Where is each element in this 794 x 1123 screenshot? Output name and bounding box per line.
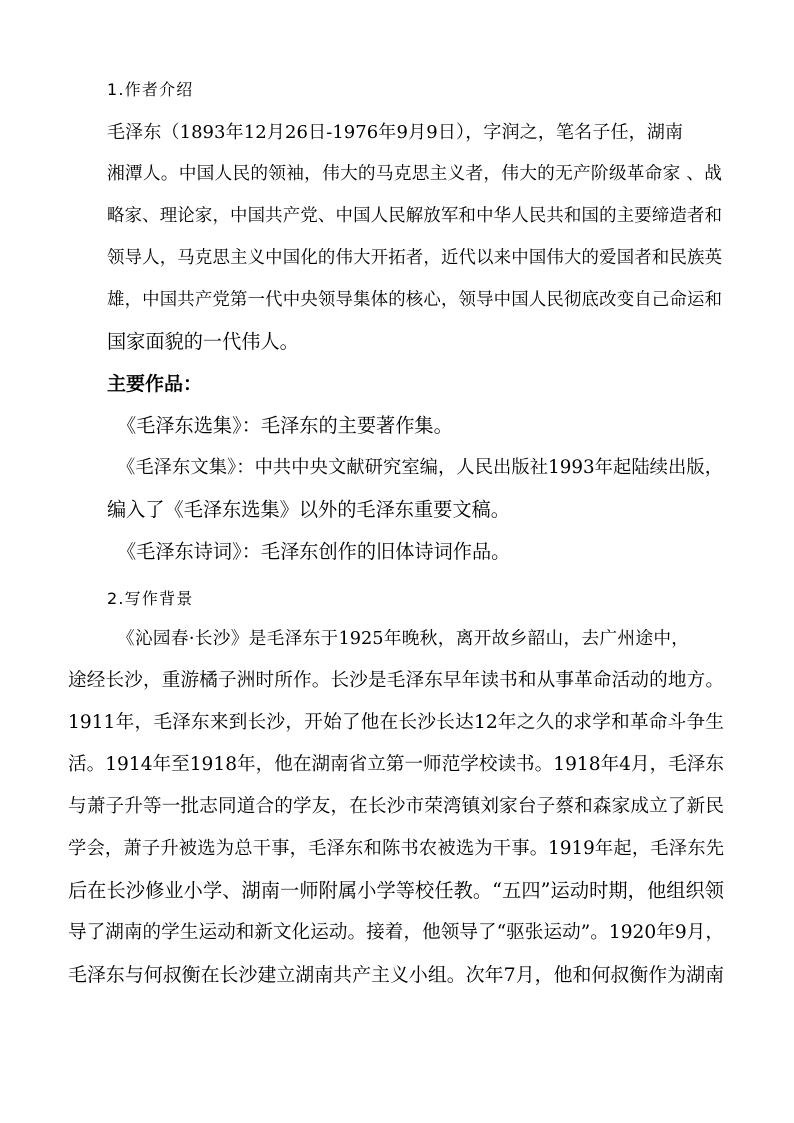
background-line: 《沁园春·长沙》是毛泽东于1925年晚秋，离开故乡韶山，去广州途中， — [117, 629, 689, 649]
background-line: 后在长沙修业小学、湖南一师附属小学等校任教。“五四”运动时期，他组织领 — [68, 879, 724, 902]
works-line: 《毛泽东诗词》：毛泽东创作的旧体诗词作品。 — [117, 540, 511, 563]
background-line: 导了湖南的学生运动和新文化运动。接着，他领导了“驱张运动”。1920年9月， — [68, 922, 724, 943]
works-line: 《毛泽东文集》：中共中央文献研究室编，人民出版社1993年起陆续出版， — [117, 457, 723, 478]
bio-line: 雄，中国共产党第一代中央领导集体的核心，领导中国人民彻底改变自己命运和 — [107, 290, 722, 310]
bio-line: 湘潭人。中国人民的领袖，伟大的马克思主义者，伟大的无产阶级革命家 、战 — [107, 164, 722, 184]
bio-line: 毛泽东（1893年12月26日-1976年9月9日），字润之，笔名子任，湖南 — [107, 122, 683, 143]
background-line: 活。1914年至1918年，他在湖南省立第一师范学校读书。1918年4月，毛泽东 — [68, 754, 724, 775]
background-line: 毛泽东与何叔衡在长沙建立湖南共产主义小组。次年7月，他和何叔衡作为湖南 — [68, 964, 724, 986]
bio-line: 国家面貌的一代伟人。 — [107, 330, 299, 353]
background-line: 学会，萧子升被选为总干事，毛泽东和陈书农被选为干事。1919年起，毛泽东先 — [68, 838, 724, 859]
section-heading-background: 2.写作背景 — [107, 589, 194, 608]
section-heading-author: 1.作者介绍 — [107, 80, 194, 99]
bio-line: 略家、理论家，中国共产党、中国人民解放军和中华人民共和国的主要缔造者和 — [107, 206, 722, 226]
works-line: 编入了《毛泽东选集》以外的毛泽东重要文稿。 — [107, 498, 510, 521]
works-heading: 主要作品： — [107, 373, 203, 395]
works-line: 《毛泽东选集》：毛泽东的主要著作集。 — [117, 414, 453, 437]
background-line: 途经长沙，重游橘子洲时所作。长沙是毛泽东早年读书和从事革命活动的地方。 — [68, 670, 724, 691]
background-line: 1911年，毛泽东来到长沙，开始了他在长沙长达12年之久的求学和革命斗争生 — [68, 712, 724, 733]
bio-line: 领导人，马克思主义中国化的伟大开拓者，近代以来中国伟大的爱国者和民族英 — [107, 248, 722, 268]
background-line: 与萧子升等一批志同道合的学友，在长沙市荣湾镇刘家台子蔡和森家成立了新民 — [68, 796, 724, 817]
